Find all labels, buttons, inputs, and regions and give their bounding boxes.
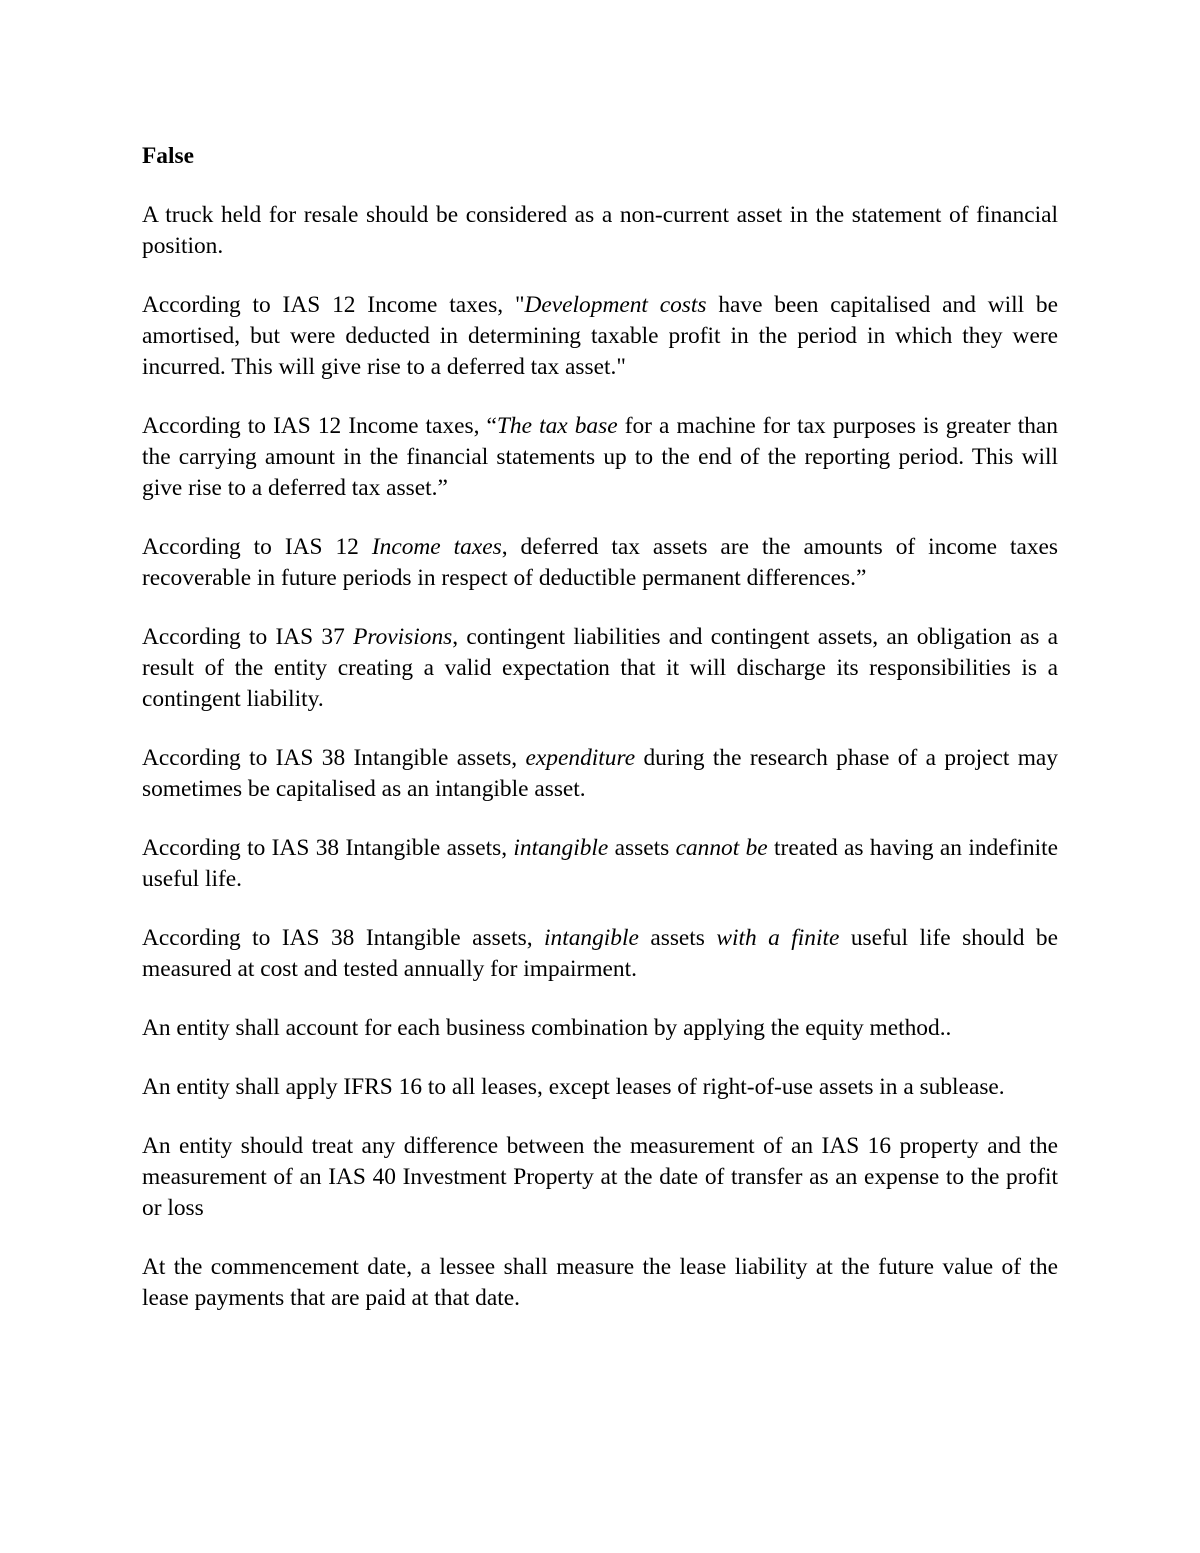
statement-text: , deferred tax assets are the amounts of income taxes recoverable in future periods in respect of deductible permanent differences.” (142, 534, 1059, 591)
statement-text: According to IAS 37 (142, 624, 354, 650)
statement-text: during the research phase of a project may sometimes be capitalised as an intangible asset. (142, 745, 1058, 802)
statement-text: According to IAS 38 Intangible assets, (142, 835, 514, 861)
statement-text: According to IAS 12 Income taxes, “ (142, 413, 497, 439)
statement-text: According to IAS 12 Income taxes, " (142, 292, 525, 318)
statement-paragraph (142, 1252, 1058, 1314)
statement-paragraph (142, 833, 1058, 895)
statement-paragraph (142, 1131, 1058, 1224)
statement-text: According to IAS 12 (142, 534, 372, 560)
statement-text: , contingent liabilities and contingent assets, an obligation as a result of the entity creating a valid expectation that it will discharge its responsibilities is a contingent liability. (142, 624, 1058, 712)
document-title: False (142, 143, 194, 169)
statement-paragraph (142, 1013, 1058, 1044)
statement-emphasis: intangible (513, 835, 609, 861)
statement-emphasis: Income taxes (371, 534, 502, 560)
statement-paragraph (142, 411, 1058, 504)
statement-paragraph (142, 1072, 1058, 1103)
statement-emphasis: cannot be (675, 835, 768, 861)
statement-text: useful life should be measured at cost and tested annually for impairment. (142, 925, 1058, 982)
statement-emphasis: expenditure (525, 745, 636, 771)
statement-paragraph (142, 200, 1058, 262)
statement-text: assets (608, 835, 676, 861)
statement-text: have been capitalised and will be amortised, but were deducted in determining taxable profit in the period in which they were incurred. This will give rise to a deferred tax asset." (142, 292, 1058, 380)
statement-paragraph (142, 532, 1058, 594)
statement-text: At the commencement date, a lessee shall measure the lease liability at the future value of the lease payments that are paid at that date. (142, 1254, 1058, 1311)
statement-text: A truck held for resale should be considered as a non-current asset in the statement of financial position. (142, 202, 1058, 259)
statement-paragraph (142, 923, 1058, 985)
statement-emphasis: Provisions (353, 624, 453, 650)
statement-text: An entity should treat any difference between the measurement of an IAS 16 property and the measurement of an IAS 40 Investment Property at the date of transfer as an expense to the profit or loss (142, 1133, 1058, 1221)
statement-text: assets (638, 925, 717, 951)
statement-paragraph (142, 743, 1058, 805)
statement-text: for a machine for tax purposes is greater than the carrying amount in the financial statements up to the end of the reporting period. This will give rise to a deferred tax asset.” (142, 413, 1059, 501)
statement-emphasis: intangible (544, 925, 639, 951)
statement-list (142, 200, 1058, 1314)
statement-text: According to IAS 38 Intangible assets, (142, 925, 545, 951)
document-body (142, 141, 1058, 1314)
statement-text: An entity shall apply IFRS 16 to all leases, except leases of right-of-use assets in a sublease. (142, 1074, 1005, 1100)
statement-paragraph (142, 622, 1058, 715)
statement-emphasis: The tax base (496, 413, 618, 439)
statement-paragraph (142, 290, 1058, 383)
statement-emphasis: with a finite (716, 925, 840, 951)
statement-emphasis: Development costs (524, 292, 707, 318)
statement-text: According to IAS 38 Intangible assets, (142, 745, 526, 771)
statement-text: treated as having an indefinite useful life. (142, 835, 1058, 892)
statement-text: An entity shall account for each business combination by applying the equity method.. (142, 1015, 952, 1041)
